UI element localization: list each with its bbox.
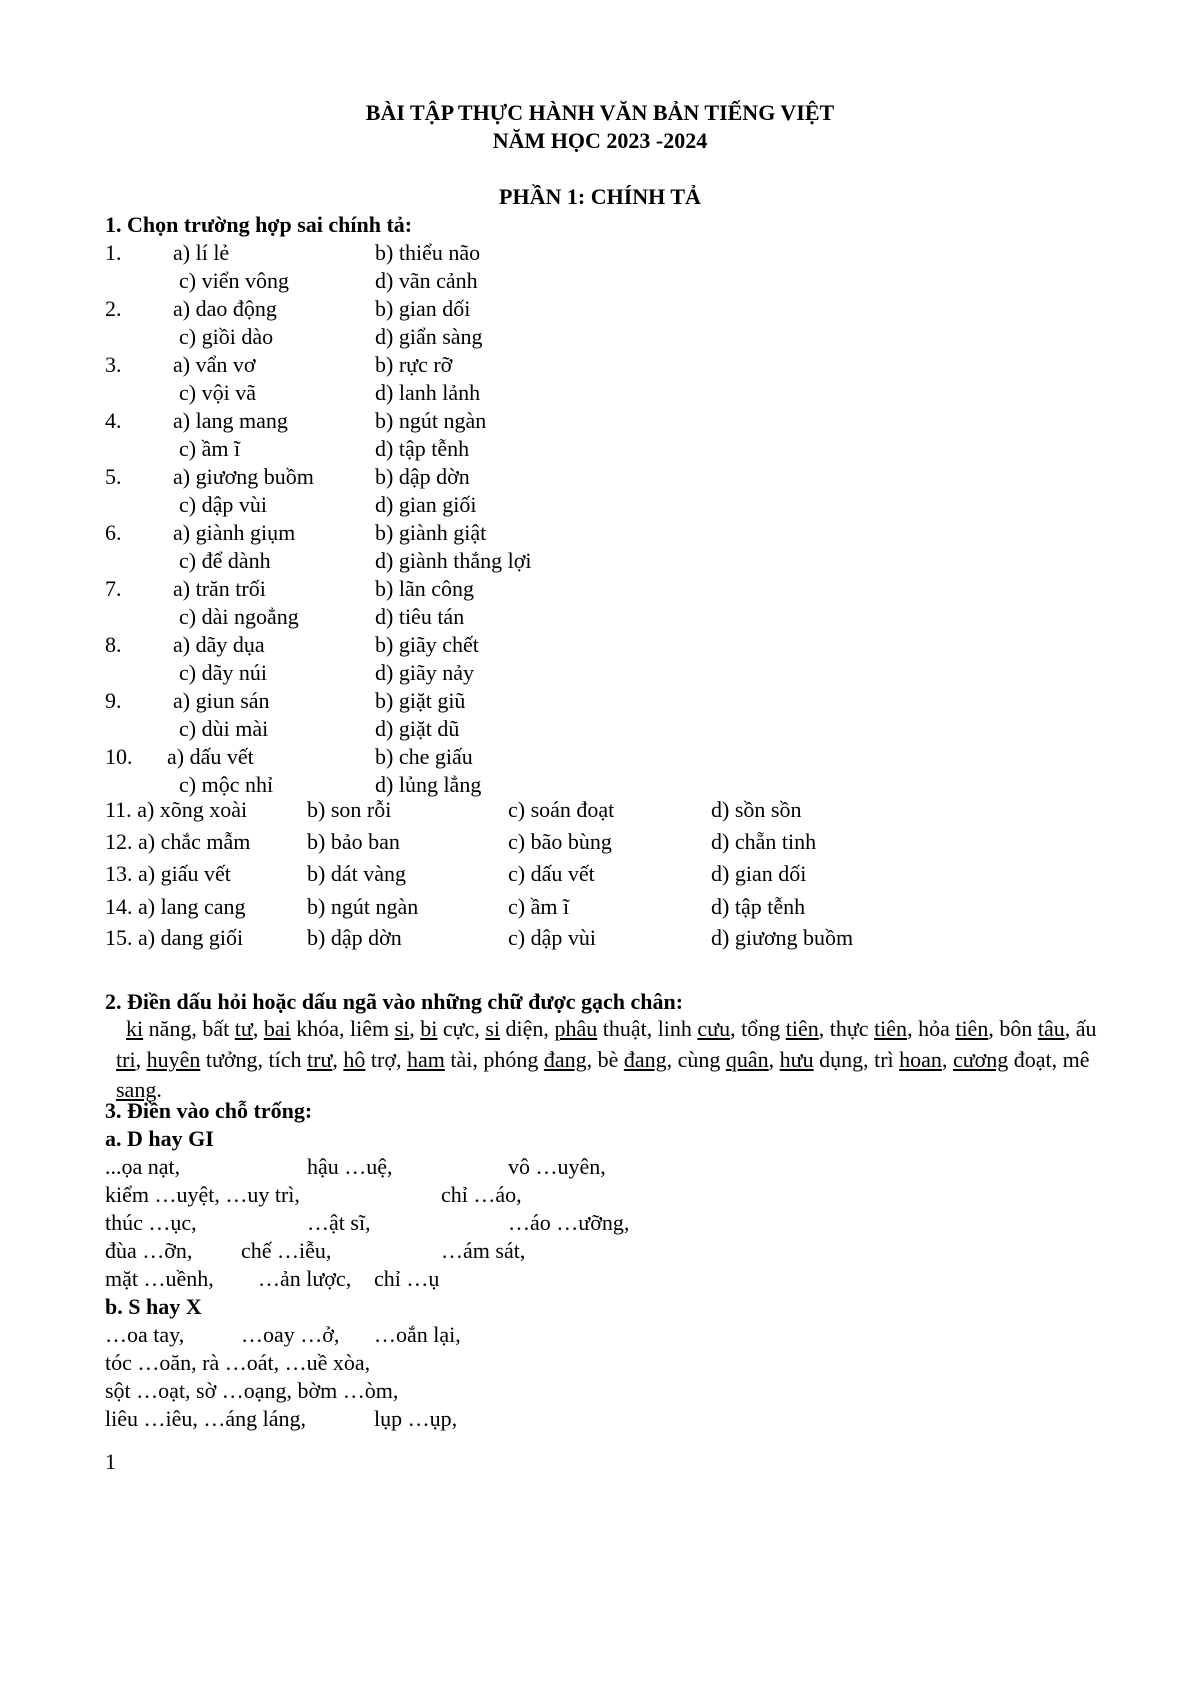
option-b: b) lãn công [375, 576, 474, 601]
section2-paragraph [116, 1014, 1116, 1106]
underlined-word: hoan [899, 1046, 942, 1072]
paragraph-text: , tổng [730, 1016, 786, 1041]
paragraph-text: tưởng, tích [200, 1046, 307, 1072]
school-year: NĂM HỌC 2023 -2024 [492, 128, 708, 153]
paragraph-text: . [156, 1077, 162, 1102]
underlined-word: cưu [697, 1016, 731, 1041]
fill-blank-item: liêu …iêu, …áng láng, [105, 1406, 307, 1431]
paragraph-text: , ấu [1064, 1016, 1097, 1041]
question-number: 7. [105, 576, 122, 601]
option-a: a) giấu vết [138, 861, 231, 886]
underlined-word: tiên [874, 1016, 908, 1041]
underlined-word: bai [263, 1016, 291, 1041]
option-c: c) dùi mài [179, 716, 269, 741]
question-number: 8. [105, 632, 122, 657]
question-number: 3. [105, 352, 122, 377]
option-d: d) giẩn sàng [375, 324, 483, 349]
underlined-word: tâu [1037, 1016, 1065, 1041]
question-number: 6. [105, 520, 122, 545]
option-a: a) lí lẻ [173, 240, 230, 265]
fill-blank-item: chỉ …ụ [374, 1266, 440, 1291]
paragraph-text: cực, [437, 1016, 486, 1041]
paragraph-text: thuật, linh [597, 1016, 698, 1041]
section3-heading: 3. Điền vào chỗ trống: [105, 1098, 313, 1123]
option-d: d) gian giối [375, 492, 477, 517]
option-c: c) dấu vết [508, 861, 595, 886]
option-c: c) dập vùi [508, 925, 596, 950]
option-b: b) ngút ngàn [375, 408, 487, 433]
question-row [105, 797, 247, 823]
paragraph-text: , thực [818, 1016, 875, 1041]
paragraph-text: trợ, [365, 1046, 407, 1072]
paragraph-text: , [409, 1016, 421, 1041]
option-b: b) rực rỡ [375, 352, 453, 377]
question-number: 11. [105, 797, 132, 822]
fill-blank-item: …oắn lại, [374, 1322, 461, 1347]
fill-blank-item: đùa …ỡn, [105, 1238, 193, 1263]
underlined-word: tri [116, 1046, 136, 1072]
option-a: a) dãy dụa [173, 632, 265, 657]
part-heading: PHẦN 1: CHÍNH TẢ [499, 184, 701, 209]
section3b-heading: b. S hay X [105, 1294, 202, 1319]
option-d: d) gian dối [711, 861, 807, 886]
section1-heading: 1. Chọn trường hợp sai chính tả: [105, 212, 413, 237]
option-b: b) thiểu não [375, 240, 481, 265]
question-number: 4. [105, 408, 122, 433]
paragraph-text: , hỏa [907, 1016, 956, 1041]
underlined-word: hưu [779, 1046, 814, 1072]
paragraph-text: khóa, liêm [290, 1016, 395, 1041]
underlined-word: trư [307, 1046, 333, 1072]
option-d: d) giành thắng lợi [375, 548, 532, 573]
underlined-word: cương [952, 1046, 1009, 1072]
fill-blank-item: thúc …ục, [105, 1210, 197, 1235]
fill-blank-item: …áo …ưỡng, [508, 1210, 630, 1235]
option-d: d) lủng lẳng [375, 772, 482, 797]
option-d: d) giương buồm [711, 925, 854, 950]
underlined-word: đang [543, 1046, 587, 1072]
underlined-word: đang [623, 1046, 667, 1072]
section3a-heading: a. D hay GI [105, 1126, 214, 1151]
underlined-word: tiên [955, 1016, 989, 1041]
underlined-word: ki [126, 1016, 144, 1041]
paragraph-text: , [252, 1016, 264, 1041]
option-a: a) giương buồm [173, 464, 314, 489]
paragraph-text: năng, bất [143, 1016, 235, 1041]
fill-blank-item: mặt …uềnh, [105, 1266, 214, 1291]
option-a: a) giun sán [173, 688, 270, 713]
fill-blank-item: …ám sát, [441, 1238, 526, 1263]
option-c: c) mộc nhỉ [179, 772, 274, 797]
fill-blank-item: kiểm …uyệt, …uy trì, [105, 1182, 300, 1207]
option-b: b) giặt giũ [375, 688, 466, 713]
option-a: a) vẩn vơ [173, 352, 256, 377]
option-b: b) che giấu [375, 744, 473, 769]
question-row [105, 894, 246, 920]
option-c: c) ầm ĩ [508, 894, 570, 919]
question-number: 15. [105, 925, 133, 950]
question-number: 14. [105, 894, 133, 919]
option-b: b) bảo ban [307, 829, 400, 854]
question-row [105, 925, 243, 951]
option-a: a) dấu vết [167, 744, 254, 769]
option-c: c) dài ngoẳng [179, 604, 299, 629]
underlined-word: tiên [785, 1016, 819, 1041]
option-a: a) dao động [173, 296, 277, 321]
option-a: a) lang mang [173, 408, 288, 433]
section2-heading: 2. Điền dấu hỏi hoặc dấu ngã vào những chữ được gạch chân: [105, 989, 684, 1014]
page-number: 1 [105, 1449, 116, 1474]
option-a: a) chắc mẫm [138, 829, 251, 854]
option-b: b) giành giật [375, 520, 487, 545]
paragraph-text: , [332, 1046, 344, 1072]
option-c: c) viển vông [179, 268, 289, 293]
fill-blank-item: ...ọa nạt, [105, 1154, 181, 1179]
paragraph-text: đoạt, mê [1008, 1046, 1090, 1072]
fill-blank-item: …ản lược, [258, 1266, 352, 1291]
question-number: 2. [105, 296, 122, 321]
fill-blank-item: hậu …uệ, [307, 1154, 393, 1179]
underlined-word: sang [116, 1077, 157, 1102]
option-b: b) dập dờn [307, 925, 402, 950]
paragraph-text: tài, phóng [444, 1046, 544, 1072]
paragraph-text: diện, [500, 1016, 555, 1041]
question-number: 10. [105, 744, 133, 769]
option-a: a) trăn trối [173, 576, 266, 601]
option-a: a) giành giụm [173, 520, 296, 545]
option-c: c) ầm ĩ [179, 436, 241, 461]
option-c: c) dãy núi [179, 660, 267, 685]
question-number: 13. [105, 861, 133, 886]
document-title: BÀI TẬP THỰC HÀNH VĂN BẢN TIẾNG VIỆT [365, 100, 835, 125]
fill-blank-item: tóc …oăn, rà …oát, …uề xòa, [105, 1350, 371, 1375]
underlined-word: ham [406, 1046, 445, 1072]
underlined-word: quân [725, 1046, 769, 1072]
fill-blank-item: chỉ …áo, [441, 1182, 522, 1207]
fill-blank-item: sột …oạt, sờ …oạng, bờm …òm, [105, 1378, 399, 1403]
option-a: a) lang cang [138, 894, 246, 919]
option-c: c) để dành [179, 548, 271, 573]
option-d: d) tập tễnh [375, 436, 470, 461]
underlined-word: hô [343, 1046, 366, 1072]
option-d: d) chẵn tinh [711, 829, 817, 854]
option-b: b) dập dờn [375, 464, 470, 489]
underlined-word: si [485, 1016, 501, 1041]
paragraph-text: , cùng [666, 1046, 726, 1072]
option-d: d) giặt dũ [375, 716, 460, 741]
question-number: 1. [105, 240, 122, 265]
option-d: d) giãy nảy [375, 660, 474, 685]
paragraph-text: dụng, trì [813, 1046, 900, 1072]
fill-blank-item: …oay …ở, [241, 1322, 340, 1347]
fill-blank-item: chế …iễu, [241, 1238, 332, 1263]
option-c: c) soán đoạt [508, 797, 615, 822]
option-b: b) ngút ngàn [307, 894, 419, 919]
option-b: b) son rỗi [307, 797, 392, 822]
paragraph-text: , bôn [988, 1016, 1038, 1041]
fill-blank-item: …oa tay, [105, 1322, 185, 1347]
paragraph-text: , [135, 1046, 147, 1072]
option-d: d) lanh lảnh [375, 380, 481, 405]
underlined-word: phâu [554, 1016, 598, 1041]
option-c: c) bão bùng [508, 829, 612, 854]
paragraph-text: , [768, 1046, 780, 1072]
underlined-word: huyên [146, 1046, 201, 1072]
option-b: b) dát vàng [307, 861, 406, 886]
option-d: d) tập tễnh [711, 894, 806, 919]
option-b: b) giãy chết [375, 632, 479, 657]
underlined-word: si [394, 1016, 410, 1041]
option-a: a) dang giối [138, 925, 244, 950]
option-a: a) xõng xoài [137, 797, 248, 822]
underlined-word: tư [234, 1016, 253, 1041]
option-c: c) vội vã [179, 380, 256, 405]
question-number: 9. [105, 688, 122, 713]
underlined-word: bi [420, 1016, 438, 1041]
option-d: d) tiêu tán [375, 604, 465, 629]
option-d: d) sồn sồn [711, 797, 802, 822]
option-d: d) vãn cảnh [375, 268, 478, 293]
option-c: c) dập vùi [179, 492, 267, 517]
paragraph-text: , [941, 1046, 953, 1072]
question-number: 5. [105, 464, 122, 489]
question-row [105, 861, 231, 887]
option-c: c) giồi dào [179, 324, 274, 349]
option-b: b) gian dối [375, 296, 471, 321]
question-number: 12. [105, 829, 133, 854]
fill-blank-item: lụp …ụp, [374, 1406, 458, 1431]
fill-blank-item: vô …uyên, [508, 1154, 606, 1179]
paragraph-text: , bè [586, 1046, 624, 1072]
fill-blank-item: …ật sĩ, [307, 1210, 371, 1235]
question-row [105, 829, 250, 855]
